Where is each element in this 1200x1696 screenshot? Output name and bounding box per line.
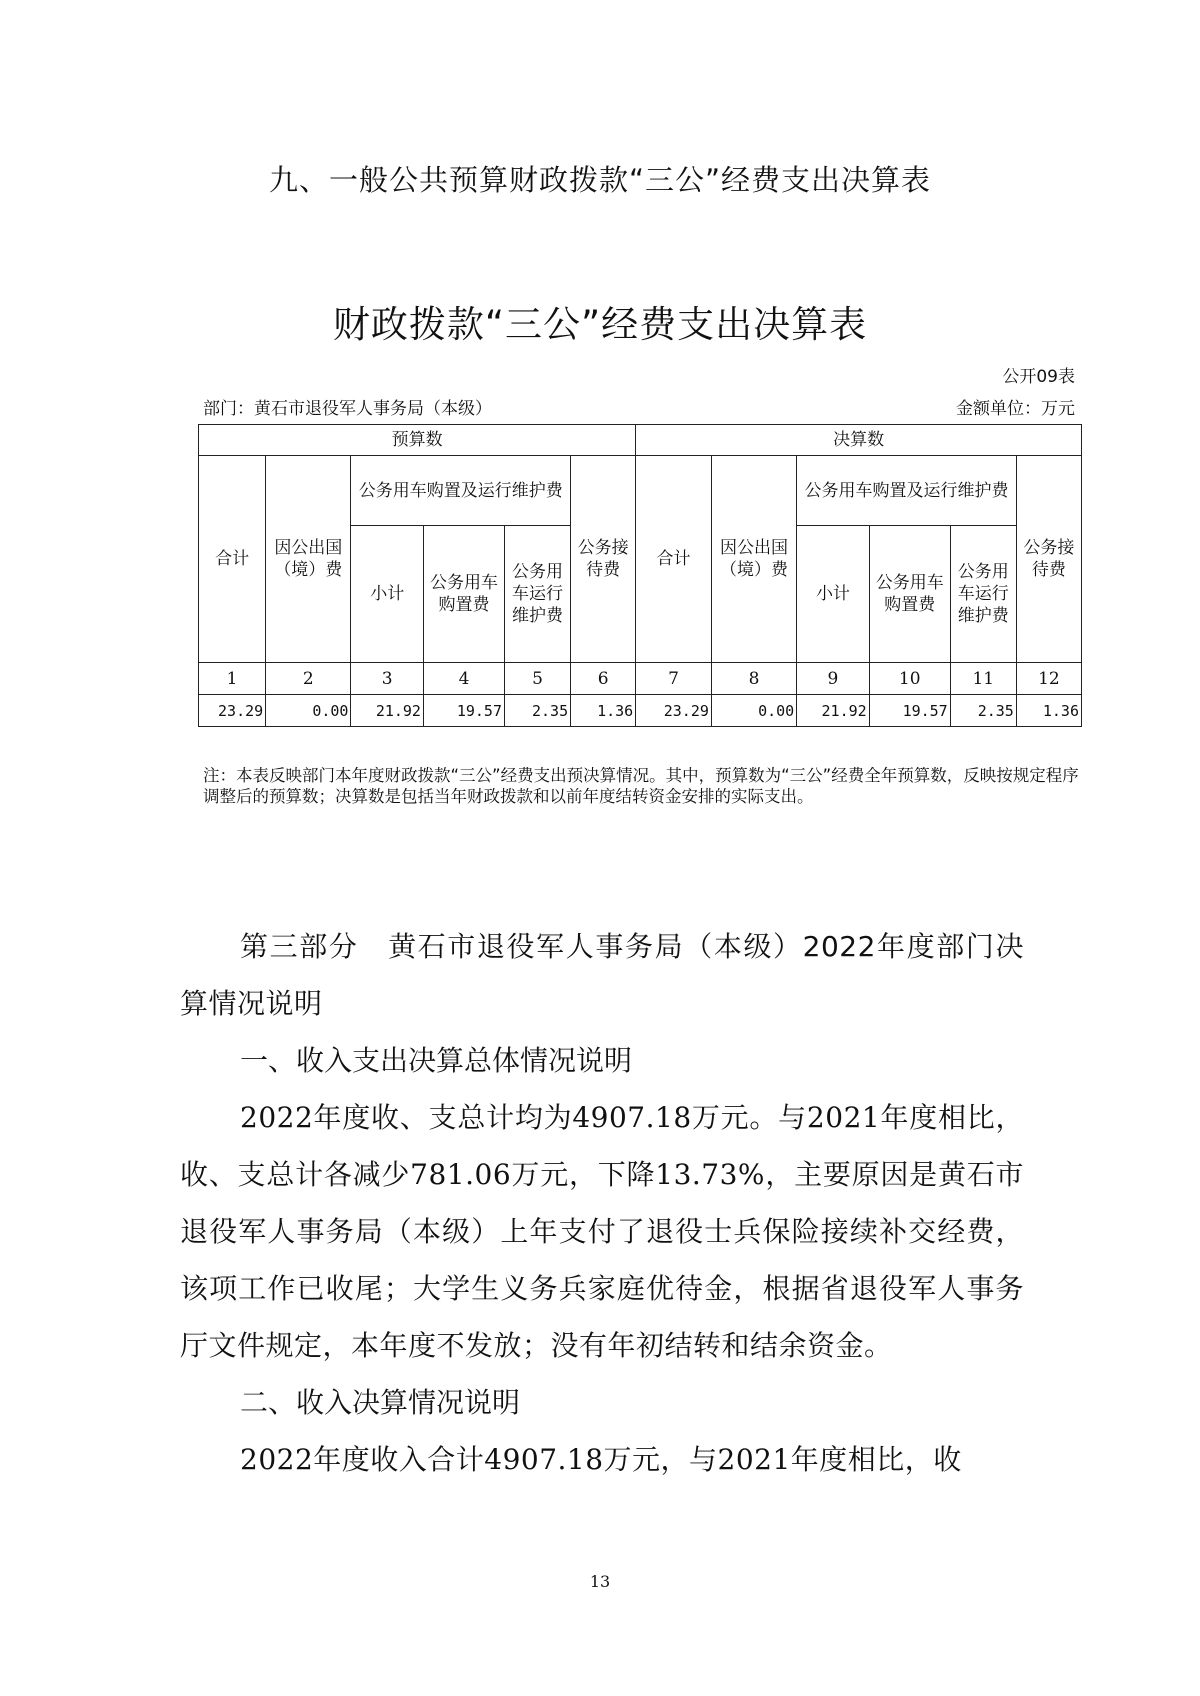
header-reception-budget: 公务接待费	[571, 456, 636, 663]
index-cell: 5	[505, 663, 571, 695]
index-cell: 9	[797, 663, 870, 695]
index-cell: 11	[950, 663, 1016, 695]
value-cell: 21.92	[797, 695, 870, 727]
header-vehicle-group-final: 公务用车购置及运行维护费	[797, 456, 1017, 526]
table-title: 财政拨款“三公”经费支出决算表	[332, 303, 868, 346]
header-vehicle-purchase-budget: 公务用车购置费	[423, 526, 504, 663]
unit-label: 金额单位：万元	[956, 399, 1075, 419]
header-vehicle-operation-budget: 公务用车运行维护费	[505, 526, 571, 663]
value-cell: 21.92	[351, 695, 424, 727]
header-vehicle-group-budget: 公务用车购置及运行维护费	[351, 456, 571, 526]
header-subtotal-final: 小计	[797, 526, 870, 663]
page-number: 13	[589, 1572, 611, 1591]
value-cell: 19.57	[423, 695, 504, 727]
index-cell: 2	[266, 663, 351, 695]
index-cell: 12	[1016, 663, 1081, 695]
header-abroad-final: 因公出国（境）费	[711, 456, 796, 663]
header-vehicle-operation-final: 公务用车运行维护费	[950, 526, 1016, 663]
header-final: 决算数	[636, 425, 1082, 456]
table-note: 注：本表反映部门本年度财政拨款“三公”经费支出预决算情况。其中，预算数为“三公”经费全年预算数，反映按规定程序调整后的预算数；决算数是包括当年财政拨款和以前年度结转资金安排的实际支出。	[203, 766, 1079, 806]
value-cell: 23.29	[199, 695, 266, 727]
value-cell: 2.35	[950, 695, 1016, 727]
paragraph-income: 2022年度收入合计4907.18万元，与2021年度相比，收	[240, 1443, 962, 1476]
form-code: 公开09表	[1002, 367, 1075, 387]
paragraph-overview: 2022年度收、支总计均为4907.18万元。与2021年度相比，收、支总计各减少781.06万元，下降13.73%，主要原因是黄石市退役军人事务局（本级）上年支付了退役士兵保险接续补交经费，该项工作已收尾；大学生义务兵家庭优待金，根据省退役军人事务厅文件规定，本年度不发放；没有年初结转和结余资金。	[180, 1101, 1024, 1362]
value-cell: 2.35	[505, 695, 571, 727]
part3-heading: 第三部分 黄石市退役军人事务局（本级）2022年度部门决算情况说明	[180, 930, 1024, 1020]
heading-income-expense-overview: 一、收入支出决算总体情况说明	[240, 1044, 633, 1077]
header-reception-final: 公务接待费	[1016, 456, 1081, 663]
index-cell: 6	[571, 663, 636, 695]
index-cell: 10	[869, 663, 950, 695]
index-cell: 3	[351, 663, 424, 695]
value-cell: 0.00	[266, 695, 351, 727]
header-total-final: 合计	[636, 456, 712, 663]
value-cell: 1.36	[571, 695, 636, 727]
value-cell: 23.29	[636, 695, 712, 727]
three-public-expense-table	[198, 424, 1082, 727]
index-cell: 1	[199, 663, 266, 695]
heading-income: 二、收入决算情况说明	[240, 1386, 521, 1419]
value-cell: 0.00	[711, 695, 796, 727]
department-label: 部门：黄石市退役军人事务局（本级）	[203, 399, 492, 419]
index-cell: 7	[636, 663, 712, 695]
header-vehicle-purchase-final: 公务用车购置费	[869, 526, 950, 663]
body-section	[180, 918, 1024, 1488]
value-cell: 1.36	[1016, 695, 1081, 727]
section-heading: 九、一般公共预算财政拨款“三公”经费支出决算表	[268, 163, 932, 197]
header-abroad-budget: 因公出国（境）费	[266, 456, 351, 663]
header-subtotal-budget: 小计	[351, 526, 424, 663]
header-total-budget: 合计	[199, 456, 266, 663]
value-cell: 19.57	[869, 695, 950, 727]
index-cell: 8	[711, 663, 796, 695]
index-cell: 4	[423, 663, 504, 695]
header-budget: 预算数	[199, 425, 636, 456]
